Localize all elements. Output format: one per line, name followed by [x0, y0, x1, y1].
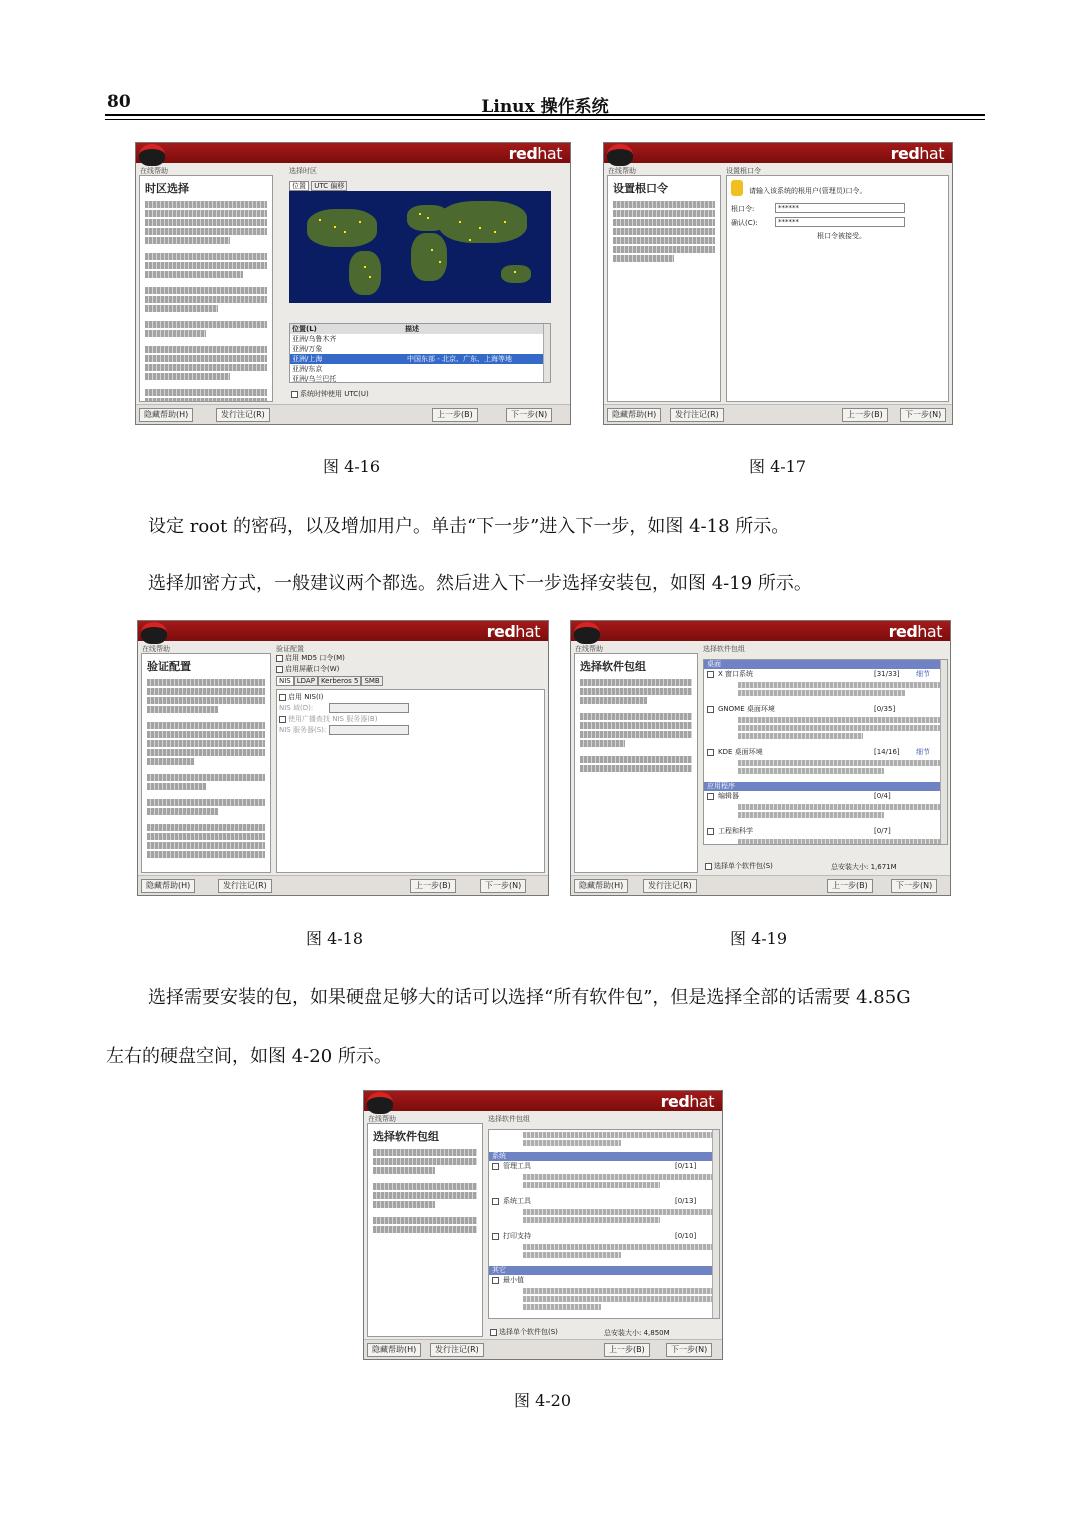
redhat-banner	[364, 1091, 722, 1111]
button-bar	[136, 404, 570, 424]
nis-enable-checkbox[interactable]: 启用 NIS(I)	[279, 692, 542, 703]
figure-caption: 图 4-16	[323, 457, 381, 476]
next-button[interactable]: 下一步(N)	[891, 879, 937, 893]
hide-help-button[interactable]: 隐藏帮助(H)	[367, 1343, 421, 1357]
group-header: 其它	[489, 1266, 719, 1275]
back-button[interactable]: 上一步(B)	[410, 879, 456, 893]
shadowman-logo-icon	[367, 1092, 393, 1114]
item-description	[523, 1174, 719, 1196]
shadowman-logo-icon	[139, 144, 165, 166]
redhat-logo: redhat	[890, 144, 944, 163]
help-title: 验证配置	[147, 660, 191, 673]
tab-ldap[interactable]: LDAP	[294, 676, 318, 686]
release-notes-button[interactable]: 发行注记(R)	[430, 1343, 484, 1357]
item-description	[738, 760, 947, 782]
tab-smb[interactable]: SMB	[361, 676, 382, 686]
group-header: 系统	[489, 1152, 719, 1161]
screenshot-package-groups	[570, 620, 951, 896]
help-label: 在线帮助	[608, 167, 636, 175]
button-bar	[604, 404, 952, 424]
list-item[interactable]: KDE 桌面环境 [14/16] 细节	[704, 747, 947, 758]
tab-nis[interactable]: NIS	[276, 676, 294, 686]
panel-label: 选择软件包组	[488, 1115, 530, 1123]
release-notes-button[interactable]: 发行注记(R)	[643, 879, 697, 893]
list-item[interactable]: 亚洲/乌鲁木齐	[292, 335, 337, 343]
list-item[interactable]: 打印支持 [0/10]	[489, 1231, 719, 1242]
root-password-label: 根口令:	[731, 205, 755, 213]
list-item[interactable]: 管理工具 [0/11]	[489, 1161, 719, 1172]
group-header: 桌面	[704, 660, 947, 669]
redhat-banner	[571, 621, 950, 641]
paragraph: 选择需要安装的包，如果硬盘足够大的话可以选择“所有软件包”，但是选择全部的话需要 4.85G	[148, 987, 911, 1008]
timezone-tabs	[289, 181, 347, 191]
paragraph: 设定 root 的密码，以及增加用户。单击“下一步”进入下一步，如图 4-18 所示。	[148, 516, 790, 537]
key-icon	[731, 180, 743, 196]
hide-help-button[interactable]: 隐藏帮助(H)	[139, 408, 193, 422]
root-password-input[interactable]: ******	[775, 203, 905, 213]
password-prompt: 请输入该系统的根用户(管理员)口令。	[749, 187, 867, 195]
confirm-password-input[interactable]: ******	[775, 217, 905, 227]
scrollbar[interactable]	[712, 1130, 719, 1318]
hide-help-button[interactable]: 隐藏帮助(H)	[574, 879, 628, 893]
auth-tabs	[276, 677, 545, 685]
paragraph: 选择加密方式，一般建议两个都选。然后进入下一步选择安装包，如图 4-19 所示。	[148, 573, 812, 594]
utc-checkbox[interactable]: 系统时钟使用 UTC(U)	[291, 389, 369, 399]
redhat-logo: redhat	[888, 622, 942, 641]
next-button[interactable]: 下一步(N)	[506, 408, 552, 422]
help-label: 在线帮助	[142, 645, 170, 653]
help-title: 时区选择	[145, 182, 189, 195]
redhat-logo: redhat	[660, 1092, 714, 1111]
back-button[interactable]: 上一步(B)	[432, 408, 478, 422]
item-description	[523, 1132, 719, 1152]
redhat-banner	[138, 621, 548, 641]
figure-caption: 图 4-18	[306, 929, 364, 948]
header-rule	[105, 114, 985, 116]
auth-panel	[276, 653, 545, 873]
list-item[interactable]: 工程和科学 [0/7]	[704, 826, 947, 837]
single-package-checkbox[interactable]: 选择单个软件包(S)	[490, 1327, 558, 1337]
tab-utc-offset[interactable]: UTC 偏移	[311, 181, 347, 191]
panel-label: 选择软件包组	[703, 645, 745, 653]
help-label: 在线帮助	[368, 1115, 396, 1123]
total-size: 总安装大小: 1,671M	[831, 863, 897, 871]
group-header: 应用程序	[704, 782, 947, 791]
nis-server-input[interactable]	[329, 725, 409, 735]
help-pane	[367, 1123, 483, 1337]
help-pane	[141, 653, 271, 873]
item-description	[523, 1288, 719, 1318]
list-item-selected[interactable]: 亚洲/上海 中国东部 - 北京、广东、上海等地	[290, 354, 550, 364]
figure-caption: 图 4-17	[749, 457, 807, 476]
hide-help-button[interactable]: 隐藏帮助(H)	[141, 879, 195, 893]
help-title: 设置根口令	[613, 182, 668, 195]
help-title: 选择软件包组	[373, 1130, 439, 1143]
total-size: 总安装大小: 4,850M	[604, 1329, 670, 1337]
nis-domain-label: NIS 域(D):	[279, 704, 314, 712]
item-description	[738, 839, 947, 845]
next-button[interactable]: 下一步(N)	[480, 879, 526, 893]
scrollbar[interactable]	[940, 660, 947, 844]
back-button[interactable]: 上一步(B)	[604, 1343, 650, 1357]
md5-checkbox[interactable]: 启用 MD5 口令(M)	[276, 653, 545, 664]
panel-label: 选择时区	[289, 167, 317, 175]
scrollbar[interactable]	[543, 324, 550, 382]
package-group-list[interactable]	[488, 1129, 720, 1319]
button-bar	[571, 875, 950, 895]
header-rule-thin	[105, 119, 985, 120]
list-item[interactable]	[489, 1318, 719, 1319]
item-description	[523, 1244, 719, 1266]
help-pane	[607, 175, 721, 402]
next-button[interactable]: 下一步(N)	[900, 408, 946, 422]
list-item[interactable]: X 窗口系统 [31/33] 细节	[704, 669, 947, 680]
redhat-logo: redhat	[486, 622, 540, 641]
item-description	[738, 717, 947, 747]
back-button[interactable]: 上一步(B)	[827, 879, 873, 893]
shadowman-logo-icon	[141, 622, 167, 644]
figure-caption: 图 4-19	[730, 929, 788, 948]
panel-label: 设置根口令	[726, 167, 761, 175]
item-description	[738, 682, 947, 704]
help-label: 在线帮助	[575, 645, 603, 653]
screenshot-timezone	[135, 142, 571, 425]
redhat-logo: redhat	[508, 144, 562, 163]
redhat-banner	[136, 143, 570, 163]
redhat-banner	[604, 143, 952, 163]
world-map[interactable]	[289, 191, 551, 303]
hide-help-button[interactable]: 隐藏帮助(H)	[607, 408, 661, 422]
screenshot-auth-config	[137, 620, 549, 896]
list-item[interactable]: 亚洲/乌兰巴托	[292, 375, 337, 383]
back-button[interactable]: 上一步(B)	[842, 408, 888, 422]
help-pane	[574, 653, 698, 873]
single-package-checkbox[interactable]: 选择单个软件包(S)	[705, 861, 773, 871]
release-notes-button[interactable]: 发行注记(R)	[216, 408, 270, 422]
list-item[interactable]: 编辑器 [0/4]	[704, 791, 947, 802]
list-item[interactable]: 最小值	[489, 1275, 719, 1286]
root-password-panel	[726, 175, 949, 402]
release-notes-button[interactable]: 发行注记(R)	[218, 879, 272, 893]
next-button[interactable]: 下一步(N)	[666, 1343, 712, 1357]
tab-kerberos[interactable]: Kerberos 5	[318, 676, 362, 686]
shadow-checkbox[interactable]: 启用屏蔽口令(W)	[276, 664, 545, 675]
tab-location[interactable]: 位置	[289, 181, 309, 191]
confirm-password-label: 确认(C):	[731, 219, 758, 227]
shadowman-logo-icon	[574, 622, 600, 644]
column-description: 描述	[405, 325, 419, 333]
figure-caption: 图 4-20	[514, 1391, 572, 1410]
shadowman-logo-icon	[607, 144, 633, 166]
help-title: 选择软件包组	[580, 660, 646, 673]
help-pane	[139, 175, 273, 402]
page-number: 80	[107, 92, 131, 112]
nis-panel	[276, 689, 545, 873]
button-bar	[364, 1339, 722, 1359]
list-item[interactable]: 亚洲/万象	[292, 345, 323, 353]
paragraph: 左右的硬盘空间，如图 4-20 所示。	[106, 1046, 392, 1067]
button-bar	[138, 875, 548, 895]
password-status: 根口令被接受。	[817, 232, 866, 240]
timezone-list[interactable]	[289, 323, 551, 383]
running-title: Linux 操作系统	[481, 97, 609, 117]
nis-domain-input[interactable]	[329, 703, 409, 713]
column-location: 位置(L)	[292, 325, 317, 333]
help-label: 在线帮助	[140, 167, 168, 175]
package-group-list[interactable]	[703, 659, 948, 845]
list-item[interactable]: 亚洲/东京	[292, 365, 323, 373]
panel-label: 验证配置	[276, 645, 304, 653]
screenshot-package-groups-all	[363, 1090, 723, 1360]
nis-broadcast-checkbox[interactable]: 使用广播查找 NIS 服务器(B)	[279, 714, 542, 725]
item-description	[738, 804, 947, 826]
list-item[interactable]: 系统工具 [0/13]	[489, 1196, 719, 1207]
list-item[interactable]: GNOME 桌面环境 [0/35]	[704, 704, 947, 715]
nis-server-label: NIS 服务器(S):	[279, 726, 327, 734]
screenshot-root-password	[603, 142, 953, 425]
release-notes-button[interactable]: 发行注记(R)	[670, 408, 724, 422]
item-description	[523, 1209, 719, 1231]
